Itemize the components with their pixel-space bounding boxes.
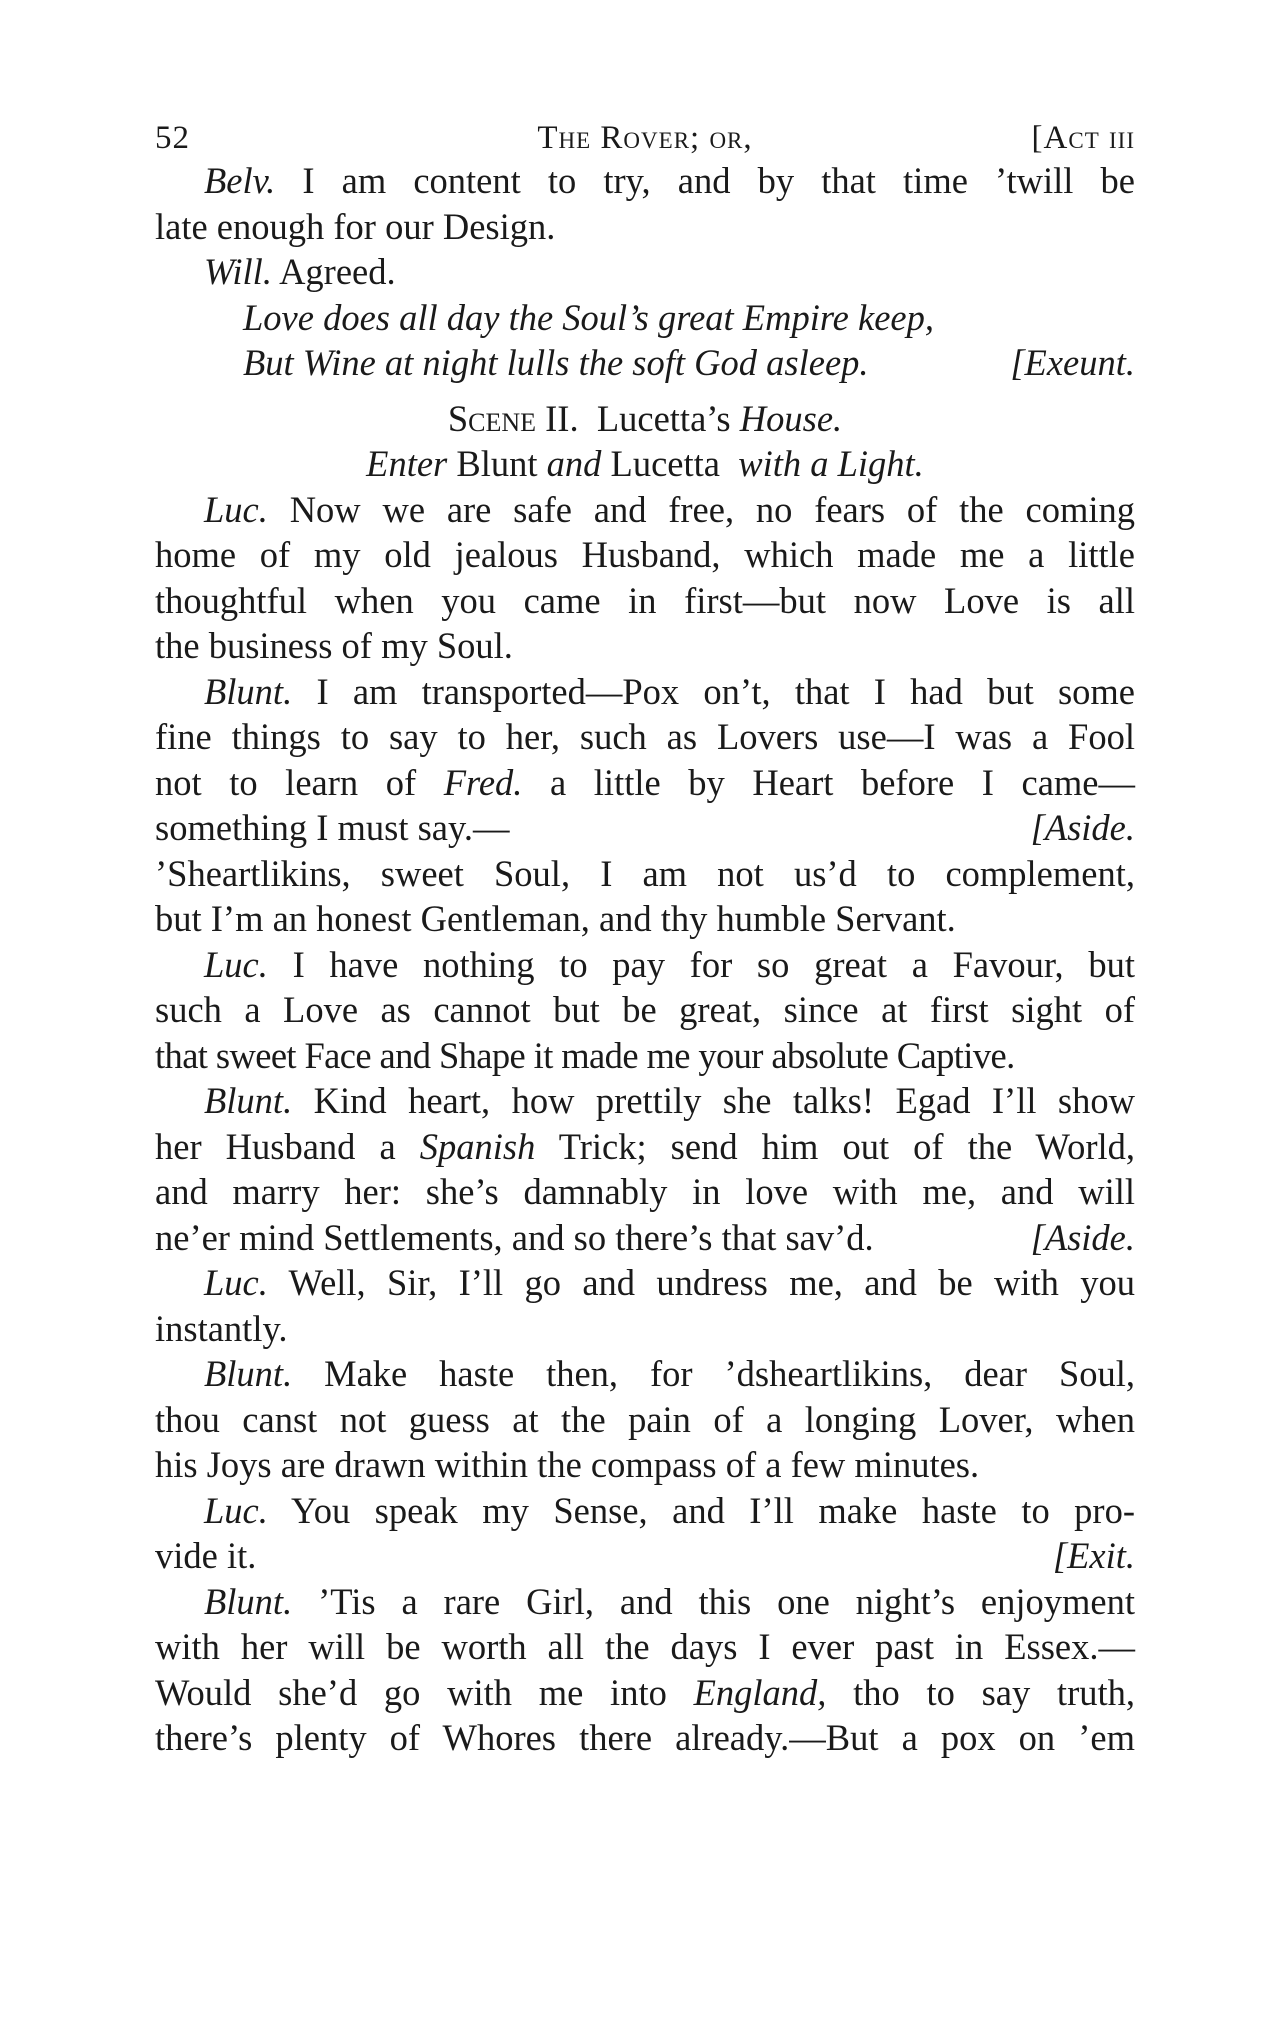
stage-direction-enter: Enter Blunt and Lucetta with a Light. (366, 443, 924, 484)
text-line: there’s plenty of Whores there already.—But a pox on ’em (155, 1717, 1135, 1758)
text-line: thoughtful when you came in first—but now Love is all (155, 579, 1135, 621)
running-title: The Rover; or, (537, 120, 753, 156)
stage-direction-exeunt: [Exeunt. (1010, 342, 1135, 383)
text-line: Luc. Now we are safe and free, no fears of the coming (204, 488, 1135, 530)
book-page (155, 112, 1135, 1761)
text-line: Blunt. I am transported—Pox on’t, that I had but some (204, 670, 1136, 712)
text-line: Blunt. Kind heart, how prettily she talks! Egad I’ll show (204, 1080, 1135, 1121)
text-line: Luc. I have nothing to pay for so great a Favour, but (204, 943, 1135, 985)
stage-direction-exit: [Exit. (1052, 1535, 1135, 1576)
text-line: late enough for our Design. (155, 205, 556, 247)
text-line: such a Love as cannot but be great, since at first sight of (155, 989, 1135, 1030)
text-line: Would she’d go with me into England, tho to say truth, (155, 1671, 1135, 1713)
text-line: something I must say.— [Aside. (155, 805, 1135, 851)
speaker-name: Luc. (204, 943, 268, 985)
speech-blunt (155, 1579, 1135, 1761)
running-header (155, 112, 1135, 158)
text-line: her Husband a Spanish Trick; send him out of the World, (155, 1125, 1136, 1167)
text-line: Will. Agreed. (204, 251, 396, 292)
text-line: but I’m an honest Gentleman, and thy humble Servant. (155, 898, 956, 939)
speaker-name: Belv. (204, 160, 276, 201)
speech-blunt (155, 1078, 1135, 1260)
speaker-name: Will. (204, 251, 272, 292)
page-number: 52 (155, 120, 190, 156)
speech-luc (155, 487, 1135, 669)
speech-luc (155, 1260, 1135, 1351)
speech-blunt (155, 669, 1135, 942)
speech-luc (155, 942, 1135, 1079)
text-line: and marry her: she’s damnably in love with me, and will (155, 1171, 1135, 1212)
text-line: not to learn of Fred. a little by Heart before I came— (155, 761, 1135, 803)
speech-luc (155, 1488, 1135, 1579)
text-line: ne’er mind Settlements, and so there’s that sav’d. [Aside. (155, 1215, 1135, 1261)
text-line: Luc. You speak my Sense, and I’ll make haste to pro- (204, 1489, 1135, 1531)
text-line: home of my old jealous Husband, which made me a little (155, 534, 1135, 575)
scene-number: Scene II. (447, 397, 579, 439)
text-line: Blunt. ’Tis a rare Girl, and this one night’s enjoyment (204, 1580, 1135, 1622)
text-line: that sweet Face and Shape it made me your absolute Captive. (155, 1034, 1015, 1076)
text-line: the business of my Soul. (155, 625, 513, 666)
verse-line: Love does all day the Soul’s great Empire keep, (243, 296, 934, 338)
text-line: Blunt. Make haste then, for ’dsheartlikins, dear Soul, (204, 1353, 1136, 1394)
speaker-name: Blunt. (204, 1580, 293, 1622)
speaker-name: Luc. (204, 488, 268, 530)
stage-direction-aside: [Aside. (1030, 807, 1135, 848)
speaker-name: Blunt. (204, 1080, 293, 1121)
scene-place-word: House. (739, 397, 843, 439)
text-line: his Joys are drawn within the compass of a few minutes. (155, 1444, 980, 1485)
scene-place: Lucetta’s (596, 397, 731, 439)
speech-belv (155, 158, 1135, 249)
act-label: [Act iii (1031, 120, 1135, 156)
text-line: ’Sheartlikins, sweet Soul, I am not us’d to complement, (155, 852, 1135, 894)
speaker-name: Luc. (204, 1489, 268, 1531)
text-line: instantly. (155, 1307, 288, 1349)
speech-will (155, 249, 1135, 295)
stage-direction-aside: [Aside. (1030, 1216, 1135, 1258)
speech-blunt (155, 1351, 1135, 1488)
speaker-name: Luc. (204, 1262, 268, 1303)
text-line: Belv. I am content to try, and by that time ’twill be (204, 160, 1135, 201)
verse-line: But Wine at night lulls the soft God asleep. [Exeunt. (155, 340, 1135, 386)
text-line: Luc. Well, Sir, I’ll go and undress me, and be with you (204, 1262, 1135, 1303)
verse-couplet (155, 295, 1135, 386)
text-line: thou canst not guess at the pain of a longing Lover, when (155, 1398, 1135, 1440)
text-line: fine things to say to her, such as Lovers use—I was a Fool (155, 716, 1135, 757)
text-line: with her will be worth all the days I ever past in Essex.— (155, 1626, 1135, 1667)
speaker-name: Blunt. (204, 670, 293, 712)
scene-heading (155, 396, 1135, 442)
text-line: vide it. [Exit. (155, 1533, 1135, 1579)
speaker-name: Blunt. (204, 1353, 293, 1394)
